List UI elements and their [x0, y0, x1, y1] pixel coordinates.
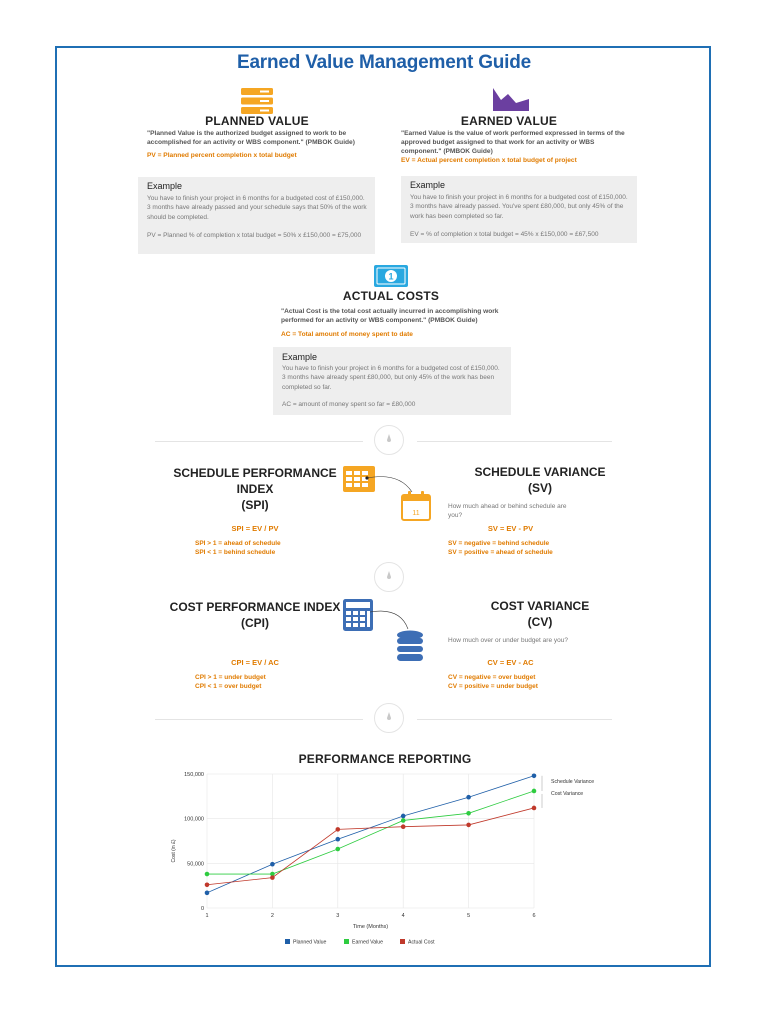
spi-cond2: SPI < 1 = behind schedule [195, 548, 276, 556]
divider [417, 441, 612, 442]
droplet-icon [387, 571, 391, 580]
page-title: Earned Value Management Guide [236, 52, 532, 73]
ac-example-calc: AC = amount of money spent so far = £80,000 [282, 401, 416, 408]
spi-heading-line1: SCHEDULE PERFORMANCE [173, 466, 337, 480]
annotation-label: Cost Variance [551, 790, 584, 797]
divider [155, 719, 363, 720]
cpi-cond2: CPI < 1 = over budget [195, 682, 262, 690]
cpi-heading-line2: (CPI) [241, 616, 269, 630]
performance-chart [160, 765, 620, 955]
y-tick-label: 150,000 [184, 772, 204, 778]
data-point [401, 824, 406, 829]
sv-cond1: SV = negative = behind schedule [448, 540, 550, 547]
cv-cond2: CV = positive = under budget [448, 682, 538, 690]
cv-heading [455, 598, 625, 630]
droplet-icon [387, 712, 391, 721]
ev-example-heading: Example [410, 180, 446, 190]
ev-quote: "Earned Value is the value of work performed expressed in terms of the approved budget assigned to that work for an activity or WBS component." (PMBOK Guide) [401, 130, 625, 155]
series-line [207, 808, 534, 885]
cv-heading-line2: (CV) [527, 615, 553, 629]
data-point [270, 862, 275, 867]
y-axis-label: Cost (in £) [171, 839, 177, 863]
ac-formula: AC = Total amount of money spent to date [281, 331, 413, 338]
y-tick-label: 0 [200, 906, 204, 912]
data-point [336, 827, 341, 832]
legend-swatch [344, 939, 349, 944]
cv-question: How much over or under budget are you? [448, 637, 568, 644]
data-point [205, 872, 210, 877]
data-point [466, 823, 471, 828]
legend-label: Planned Value [293, 939, 327, 946]
ac-example-heading: Example [282, 352, 318, 362]
cv-conditions [448, 674, 608, 691]
ac-example-text: You have to finish your project in 6 months for a budgeted cost of £150,000. 3 months have already spent £80,000, but only 45% of the work has been completed so far. [282, 365, 500, 391]
sv-question: How much ahead or behind schedule are you? [448, 503, 567, 519]
server-stack-icon [241, 88, 273, 114]
divider-badge [374, 425, 404, 455]
legend-swatch [285, 939, 290, 944]
sv-formula: SV = EV - PV [487, 524, 534, 533]
cpi-heading [160, 599, 350, 631]
cv-heading-line1: COST VARIANCE [490, 599, 590, 613]
area-chart-icon [493, 86, 529, 111]
y-tick-label: 50,000 [187, 861, 204, 868]
spi-heading-line2: INDEX [236, 482, 274, 496]
ac-quote: "Actual Cost is the total cost actually incurred in accomplishing work performed for an activity or WBS component." (PMBOK Guide) [281, 308, 499, 324]
sv-cond2: SV = positive = ahead of schedule [448, 548, 553, 556]
sv-heading-line2: (SV) [528, 481, 552, 495]
pv-example-heading: Example [147, 181, 183, 191]
cpi-heading-line1: COST PERFORMANCE INDEX [169, 600, 341, 614]
pv-example-calc: PV = Planned % of completion x total budget = 50% x £150,000 = £75,000 [147, 232, 362, 239]
data-point [336, 847, 341, 852]
cpi-conditions [195, 674, 345, 691]
divider [417, 719, 612, 720]
cv-formula: CV = EV - AC [487, 658, 534, 667]
x-axis-label: Time (Months) [352, 924, 389, 930]
coin-stack-icon [396, 630, 424, 662]
x-tick-label: 1 [205, 913, 209, 919]
data-point [336, 837, 341, 842]
spi-cond1: SPI > 1 = ahead of schedule [195, 540, 281, 547]
legend-label: Earned Value [352, 939, 384, 946]
x-tick-label: 3 [336, 913, 340, 919]
spi-heading-line3: (SPI) [241, 498, 269, 512]
data-point [401, 814, 406, 819]
pv-formula: PV = Planned percent completion x total budget [147, 152, 297, 159]
cpi-cond1: CPI > 1 = under budget [195, 674, 266, 681]
x-tick-label: 5 [467, 913, 471, 919]
sv-heading-line1: SCHEDULE VARIANCE [474, 465, 606, 479]
pv-quote: "Planned Value is the authorized budget assigned to work to be accomplished for an activity or WBS component." (PMBOK Guide) [147, 130, 355, 146]
svg-text:1: 1 [388, 271, 394, 282]
data-point [270, 875, 275, 880]
spi-formula: SPI = EV / PV [231, 524, 279, 533]
sv-conditions [448, 540, 608, 557]
data-point [466, 795, 471, 800]
sv-heading [455, 464, 625, 496]
calendar-day: 11 [412, 510, 420, 517]
legend-swatch [400, 939, 405, 944]
ev-example-calc: EV = % of completion x total budget = 45% x £150,000 = £67,500 [410, 231, 599, 238]
x-tick-label: 2 [270, 913, 274, 919]
data-point [466, 811, 471, 816]
spi-conditions [195, 540, 345, 557]
connector-line [370, 609, 415, 631]
divider-badge [374, 703, 404, 733]
ev-heading: EARNED VALUE [460, 114, 558, 128]
annotation-label: Schedule Variance [551, 778, 595, 785]
ev-formula: EV = Actual percent completion x total budget of project [401, 157, 577, 164]
ev-example-text: You have to finish your project in 6 months for a budgeted cost of £150,000. 3 months have already passed. You've spent £80,000, but only 45% of the work has been completed so far. [410, 194, 628, 220]
series-line [207, 776, 534, 893]
data-point [205, 891, 210, 896]
report-heading: PERFORMANCE REPORTING [298, 752, 472, 766]
calculator-icon [343, 599, 373, 631]
pv-example-text: You have to finish your project in 6 months for a budgeted cost of £150,000. 3 months have already passed and your schedule says that 50% of the work should be completed. [147, 195, 367, 221]
series-line [207, 791, 534, 874]
pv-heading: PLANNED VALUE [205, 114, 309, 128]
cv-cond1: CV = negative = over budget [448, 674, 536, 681]
x-tick-label: 6 [532, 913, 536, 919]
banknote-icon [374, 265, 408, 287]
ac-heading: ACTUAL COSTS [342, 289, 440, 303]
legend-label: Actual Cost [408, 939, 435, 946]
data-point [205, 882, 210, 887]
spi-heading [160, 465, 350, 513]
droplet-icon [387, 434, 391, 443]
calendar-icon [401, 491, 431, 521]
data-point [532, 789, 537, 794]
data-point [532, 773, 537, 778]
x-tick-label: 4 [401, 913, 405, 919]
cpi-formula: CPI = EV / AC [231, 658, 279, 667]
y-tick-label: 100,000 [184, 816, 204, 823]
divider-badge [374, 562, 404, 592]
data-point [532, 806, 537, 811]
divider [155, 441, 363, 442]
data-point [401, 818, 406, 823]
